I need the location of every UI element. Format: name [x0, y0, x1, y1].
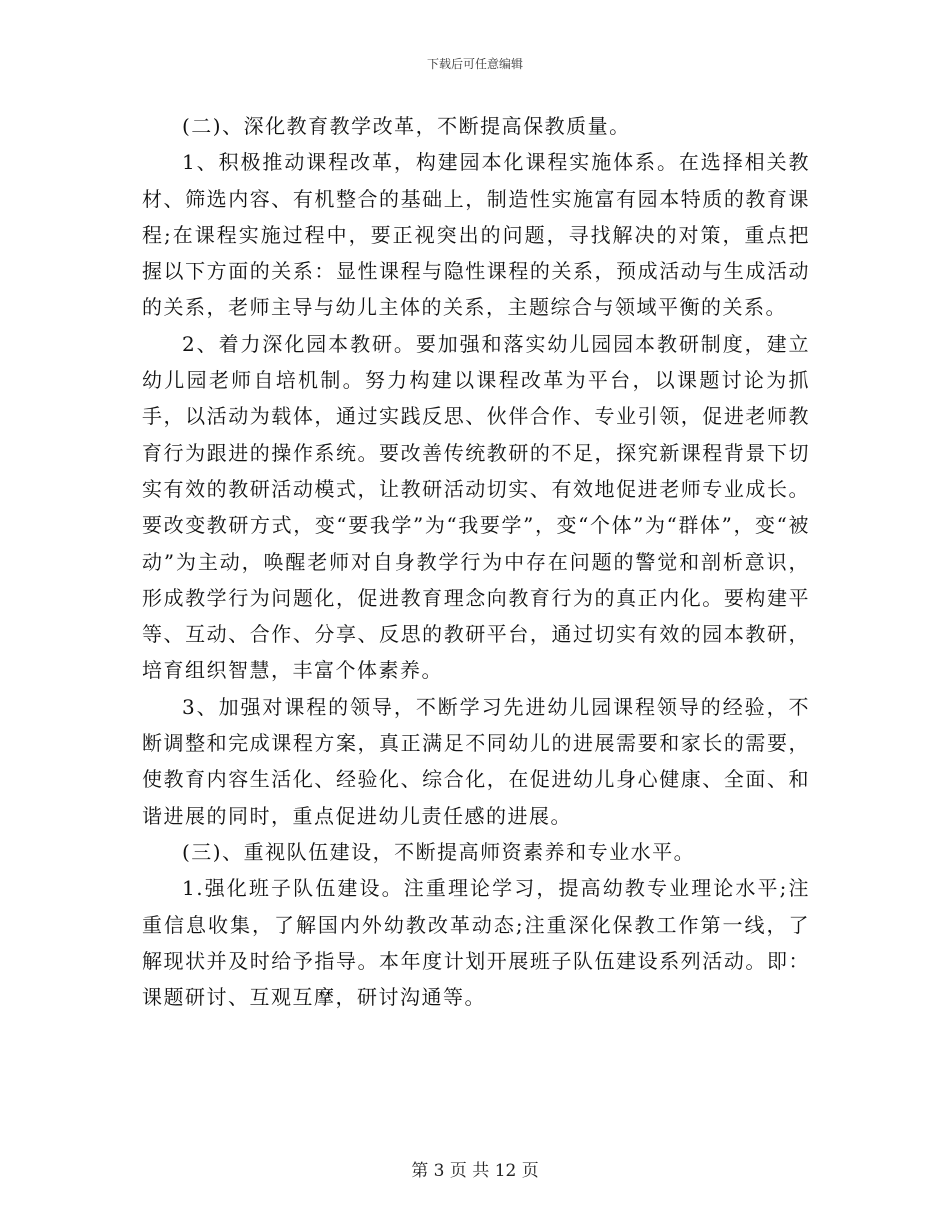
- document-body: [142, 108, 810, 1015]
- paragraph-school-research: 2、着力深化园本教研。要加强和落实幼儿园园本教研制度，建立幼儿园老师自培机制。努力构建以课程改革为平台，以课题讨论为抓手，以活动为载体，通过实践反思、伙伴合作、专业引领，促进老师教育行为跟进的操作系统。要改善传统教研的不足，探究新课程背景下切实有效的教研活动模式，让教研活动切实、有效地促进老师专业成长。要改变教研方式，变“要我学”为“我要学”，变“个体”为“群体”，变“被动”为主动，唤醒老师对自身教学行为中存在问题的警觉和剖析意识，形成教学行为问题化，促进教育理念向教育行为的真正内化。要构建平等、互动、合作、分享、反思的教研平台，通过切实有效的园本教研，培育组织智慧，丰富个体素养。: [142, 331, 810, 683]
- section-heading-3: (三)、重视队伍建设，不断提高师资素养和专业水平。: [182, 839, 696, 864]
- paragraph-team-building: 1.强化班子队伍建设。注重理论学习，提高幼教专业理论水平;注重信息收集，了解国内外幼教改革动态;注重深化保教工作第一线，了解现状并及时给予指导。本年度计划开展班子队伍建设系列活动。即：课题研讨、互观互摩，研讨沟通等。: [142, 876, 810, 1010]
- page-number: 第 3 页 共 12 页: [411, 1161, 539, 1181]
- section-heading-2: (二)、深化教育教学改革，不断提高保教质量。: [182, 114, 631, 138]
- page-header: 下载后可任意编辑: [426, 57, 523, 71]
- paragraph-curriculum-leadership: 3、加强对课程的领导，不断学习先进幼儿园课程领导的经验，不断调整和完成课程方案，真正满足不同幼儿的进展需要和家长的需要，使教育内容生活化、经验化、综合化，在促进幼儿身心健康、全面、和谐进展的同时，重点促进幼儿责任感的进展。: [142, 694, 810, 828]
- paragraph-curriculum-reform: 1、积极推动课程改革，构建园本化课程实施体系。在选择相关教材、筛选内容、有机整合的基础上，制造性实施富有园本特质的教育课程;在课程实施过程中，要正视突出的问题，寻找解决的对策，重点把握以下方面的关系：显性课程与隐性课程的关系，预成活动与生成活动的关系，老师主导与幼儿主体的关系，主题综合与领域平衡的关系。: [142, 150, 810, 320]
